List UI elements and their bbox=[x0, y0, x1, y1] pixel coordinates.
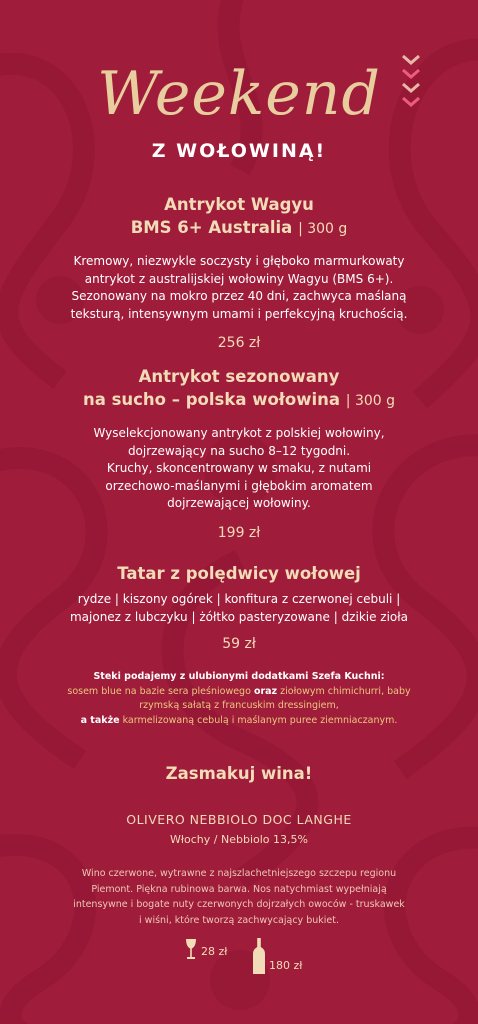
desc-line: Wino czerwone, wytrawne z najszlachetniejszego szczepu regionu bbox=[81, 868, 397, 879]
dish-description bbox=[40, 253, 438, 323]
dish-name-line2-text: na sucho – polska wołowina bbox=[82, 390, 341, 409]
desc-line: teksturą, intensywnym umami i perfekcyjną kruchością. bbox=[70, 306, 408, 321]
glass-price-value: 28 zł bbox=[201, 945, 228, 958]
dish-dry-aged bbox=[40, 365, 438, 541]
dish-tartare bbox=[30, 562, 448, 652]
dish-price: 256 zł bbox=[217, 335, 261, 351]
dish-price: 199 zł bbox=[217, 524, 261, 541]
dish-name-line2 bbox=[40, 216, 438, 241]
desc-line: intensywne i bogate nuty czerwonych dojrzałych owoców - truskawek bbox=[73, 899, 405, 910]
desc-line: antrykot z australijskiej wołowiny Wagyu (BMS 6+). bbox=[84, 271, 394, 286]
desc-line: Wyselekcjonowany antrykot z polskiej wołowiny, bbox=[93, 426, 385, 440]
desc-line: dojrzewającej wołowiny. bbox=[167, 496, 311, 510]
wine-glass-icon bbox=[185, 938, 197, 960]
dish-description bbox=[40, 425, 438, 513]
dish-name: Tatar z polędwicy wołowej bbox=[117, 564, 361, 583]
dish-description bbox=[30, 591, 448, 626]
sides-line bbox=[30, 699, 448, 714]
wine-prices bbox=[0, 938, 478, 978]
dish-name-line2 bbox=[40, 388, 438, 413]
bottle-price bbox=[253, 938, 302, 974]
desc-line: i wiśni, które tworzą zachwycający bukiet. bbox=[139, 914, 339, 926]
conjunction: a także bbox=[80, 714, 120, 726]
dish-weight: | 300 g bbox=[298, 221, 348, 237]
wine-origin: Włochy / Nebbiolo 13,5% bbox=[170, 833, 308, 846]
conjunction: oraz bbox=[253, 685, 278, 697]
side-item: ziołowym chimichurri, baby bbox=[280, 685, 411, 697]
wine-heading: Zasmakuj wina! bbox=[165, 764, 313, 783]
desc-line: Sezonowany na mokro przez 40 dni, zachwyca maślaną bbox=[71, 289, 407, 303]
page-subtitle: Z WOŁOWINĄ! bbox=[151, 140, 327, 162]
dish-name bbox=[40, 365, 438, 413]
wine-description bbox=[50, 866, 428, 928]
desc-line: orzechowo-maślanymi i głębokim aromatem bbox=[105, 478, 373, 493]
dish-weight: | 300 g bbox=[345, 393, 396, 409]
glass-price bbox=[185, 938, 227, 960]
sides-line bbox=[30, 685, 448, 700]
dish-wagyu bbox=[40, 193, 438, 351]
desc-line: rydze | kiszony ogórek | konfitura z czerwonej cebuli | bbox=[77, 592, 401, 606]
sides-line bbox=[30, 714, 448, 729]
page-title: Weekend bbox=[97, 59, 381, 129]
dish-price: 59 zł bbox=[222, 636, 256, 652]
side-item: sosem blue na bazie sera pleśniowego bbox=[67, 685, 251, 697]
desc-line: Kruchy, skoncentrowany w smaku, z nutami bbox=[106, 461, 372, 475]
desc-line: majonez z lubczyku | żółtko pasteryzowane | dzikie zioła bbox=[69, 609, 409, 624]
dish-name-line1: Antrykot Wagyu bbox=[164, 195, 314, 214]
sides-note bbox=[30, 670, 448, 728]
dish-name bbox=[40, 193, 438, 241]
dish-name-line2-text: BMS 6+ Australia bbox=[130, 218, 293, 237]
dish-name-line1: Antrykot sezonowany bbox=[138, 367, 340, 386]
wine-name: OLIVERO NEBBIOLO DOC LANGHE bbox=[126, 812, 352, 827]
desc-line: dojrzewający na sucho 8–12 tygodni. bbox=[127, 443, 351, 458]
side-item: rzymską sałatą z francuskim dressingiem, bbox=[139, 700, 339, 711]
bottle-price-value: 180 zł bbox=[269, 959, 303, 972]
desc-line: Kremowy, niezwykle soczysty i głęboko marmurkowaty bbox=[73, 254, 405, 268]
sides-intro: Steki podajemy z ulubionymi dodatkami Szefa Kuchni: bbox=[93, 671, 385, 682]
side-item: karmelizowaną cebulą i maślanym puree ziemniaczanym. bbox=[122, 714, 398, 726]
desc-line: Piemont. Piękna rubinowa barwa. Nos natychmiast wypełniają bbox=[91, 883, 387, 895]
wine-bottle-icon bbox=[253, 938, 265, 974]
